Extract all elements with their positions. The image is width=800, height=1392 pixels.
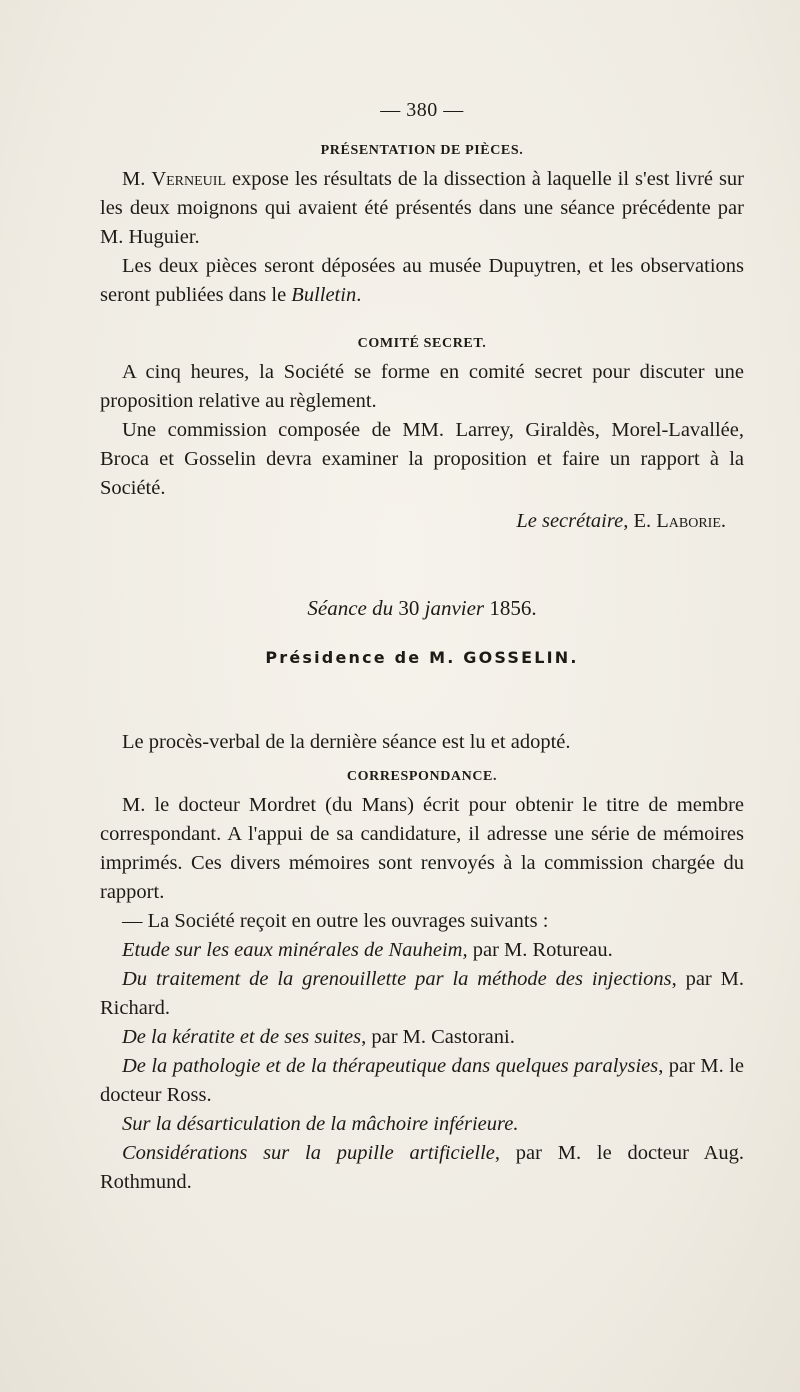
paragraph-minutes: Le procès-verbal de la dernière séance est lu et adopté. — [122, 731, 571, 753]
session-title — [100, 594, 744, 623]
signature-name: Laborie — [656, 510, 721, 532]
section-heading-comite: COMITÉ SECRET. — [357, 336, 487, 351]
presidency: Présidence de M. GOSSELIN. — [265, 648, 579, 667]
work-author: , par M. le docteur Aug. Rothmund. — [100, 1142, 744, 1193]
text-fragment: expose les résultats de la dissection à laquelle il s'est livré sur les deux moignons qui avaient été présentés dans une séance précédente par M. Huguier. — [100, 168, 744, 248]
session-day: 30 — [393, 596, 425, 620]
work-title: De la pathologie et de la thérapeutique dans quelques paralysies — [122, 1055, 659, 1077]
signature-role: Le secrétaire — [516, 510, 624, 532]
section-heading-presentation: PRÉSENTATION DE PIÈCES. — [320, 143, 524, 158]
text-fragment: , E. — [623, 510, 657, 532]
work-author: , par M. le docteur Ross. — [100, 1055, 744, 1106]
session-month: janvier — [424, 596, 485, 620]
work-title: Considérations sur la pupille artificielle — [122, 1142, 495, 1164]
work-author: , par M. Richard. — [100, 968, 745, 1019]
paragraph-pieces — [100, 252, 744, 310]
paragraph-ouvrages: — La Société reçoit en outre les ouvrages suivants : — [122, 910, 549, 932]
text-fragment: M. — [122, 168, 152, 190]
text-fragment: . — [356, 284, 362, 306]
work-title: Du traitement de la grenouillette par la méthode des injections — [122, 968, 672, 990]
work-item — [100, 1139, 744, 1197]
bulletin-title: Bulletin — [291, 284, 357, 306]
paragraph-verneuil — [100, 165, 744, 252]
text-block — [100, 96, 744, 1197]
work-author: , par M. Castorani. — [361, 1026, 515, 1048]
text-fragment: Les deux pièces seront déposées au musée Dupuytren, et les observations seront publiées dans le — [100, 255, 744, 306]
paragraph-commission: Une commission composée de MM. Larrey, Giraldès, Morel-Lavallée, Broca et Gosselin devra examiner la proposition et faire un rapport à la Société. — [100, 419, 744, 499]
session-year: 1856. — [484, 596, 537, 620]
section-heading-correspondance: CORRESPONDANCE. — [346, 769, 498, 784]
person-name: Verneuil — [151, 168, 226, 190]
work-item — [100, 965, 744, 1023]
session-label: Séance du — [307, 596, 394, 620]
text-fragment: . — [720, 510, 726, 532]
page-number: — 380 — — [380, 99, 464, 121]
work-title: Sur la désarticulation de la mâchoire inférieure. — [122, 1113, 519, 1135]
work-item — [100, 1110, 744, 1139]
work-item — [100, 1052, 744, 1110]
paragraph-mordret: M. le docteur Mordret (du Mans) écrit pour obtenir le titre de membre correspondant. A l'appui de sa candidature, il adresse une série de mémoires imprimés. Ces divers mémoires sont renvoyés à la commission chargée du rapport. — [100, 794, 744, 903]
work-author: par M. Rotureau. — [467, 939, 613, 961]
signature — [100, 507, 744, 536]
work-item — [100, 1023, 744, 1052]
work-item — [100, 936, 744, 965]
work-title: De la kératite et de ses suites — [122, 1026, 362, 1048]
paragraph-comite: A cinq heures, la Société se forme en comité secret pour discuter une proposition relative au règlement. — [100, 361, 744, 412]
work-title: Etude sur les eaux minérales de Nauheim, — [122, 939, 468, 961]
